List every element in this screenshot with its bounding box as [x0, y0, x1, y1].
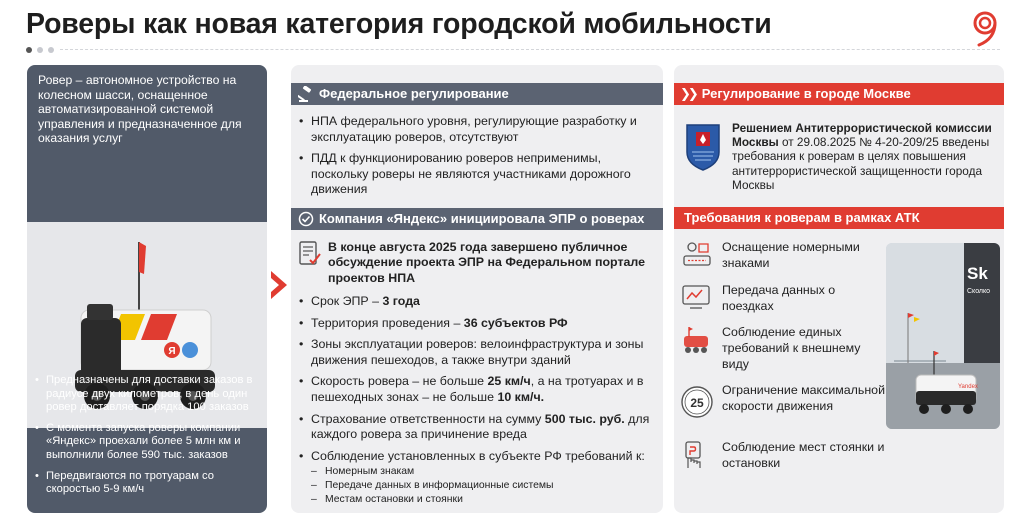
photo-sign-text: Sk — [967, 264, 988, 283]
list-item: • Зоны эксплуатации роверов: велоинфраструктура и зоны движения пешеходов, а также внутри зданий — [299, 337, 657, 368]
pager-dot[interactable] — [37, 47, 43, 53]
list-item: – Номерным знакам — [311, 465, 554, 479]
moscow-regulation-panel — [674, 65, 1004, 513]
data-transfer-icon — [680, 283, 714, 313]
gavel-icon — [295, 83, 317, 105]
moscow-rover-photo — [886, 243, 1000, 429]
moscow-header: ❯❯ Регулирование в городе Москве — [674, 83, 1004, 105]
list-item: • НПА федерального уровня, регулирующие разработку и эксплуатацию роверов, отсутствуют — [299, 114, 655, 145]
rover-appearance-icon — [680, 325, 714, 355]
photo-rover-brand: Yandex — [958, 384, 978, 390]
speed-limit-icon — [680, 383, 714, 421]
brand-logo-icon — [970, 10, 1002, 48]
license-plate-icon — [680, 240, 714, 270]
list-item: • Соблюдение установленных в субъекте РФ требований к: – Номерным знакам – Передаче данных в информационные системы – Местам остановки и стоянки — [299, 449, 657, 465]
list-item: • Срок ЭПР – 3 года — [299, 294, 657, 310]
document-check-icon — [297, 240, 323, 268]
list-item: – Передаче данных в информационные системы — [311, 479, 554, 493]
rover-definition-panel — [27, 65, 267, 513]
requirement-item: Оснащение номерными знаками — [674, 240, 887, 272]
epr-completed-note: В конце августа 2025 года завершено публичное обсуждение проекта ЭПР на Федеральном портале проектов НПА — [297, 240, 646, 286]
title-divider — [60, 49, 1000, 50]
slide-pager — [26, 47, 54, 53]
check-circle-icon — [295, 208, 317, 230]
federal-regulation-panel — [291, 65, 663, 513]
list-item: – Местам остановки и стоянки — [311, 493, 554, 507]
list-item: • Территория проведения – 36 субъектов РФ — [299, 316, 657, 332]
double-chevron-icon: ❯❯ — [680, 86, 696, 101]
pager-dot[interactable] — [26, 47, 32, 53]
atk-requirements-header: Требования к роверам в рамках АТК — [674, 207, 1004, 229]
requirement-item: 25 Ограничение максимальной скорости движения — [674, 383, 887, 421]
list-item: • Страхование ответственности на сумму 500 тыс. руб. для каждого ровера за причинение вреда — [299, 412, 657, 443]
pager-dot[interactable] — [48, 47, 54, 53]
list-item: • Скорость ровера – не больше 25 км/ч, а на тротуарах и в пешеходных зонах – не больше 10 км/ч. — [299, 374, 657, 405]
list-item: • Передвигаются по тротуарам со скоростью 5-9 км/ч — [35, 470, 265, 497]
rover-brand-label: Я — [168, 346, 176, 357]
speed-limit-value: 25 — [690, 396, 704, 410]
parking-hand-icon — [680, 440, 714, 470]
list-item: • Предназначены для доставки заказов в радиусе двух километров, в день один ровер доставляет порядка 100 заказов — [35, 374, 265, 415]
list-item: • С момента запуска роверы компании «Яндекс» проехали более 5 млн км и выполнили более 590 тыс. заказов — [35, 422, 265, 463]
rover-definition-text: Ровер – автономное устройство на колесном шасси, оснащенное автоматизированной системой управления и предназначенное для оказания услуг — [38, 73, 242, 146]
atk-decree-text: Решением Антитеррористической комиссии Москвы от 29.08.2025 № 4-20-209/25 введены требования к роверам в целях повышения антитеррористической защищенности города Москвы — [732, 121, 992, 192]
moscow-emblem-shield-icon — [684, 122, 722, 172]
federal-bullets — [299, 114, 655, 198]
federal-header: Федеральное регулирование — [291, 83, 663, 105]
page-title: Роверы как новая категория городской мобильности — [26, 8, 772, 40]
epr-header: Компания «Яндекс» инициировала ЭПР о роверах — [291, 208, 663, 230]
requirement-item: Передача данных о поездках — [674, 283, 887, 315]
rover-facts-list — [35, 374, 265, 504]
chevron-right-icon — [268, 268, 290, 302]
compliance-sublist — [311, 465, 554, 506]
epr-bullets — [299, 294, 657, 505]
requirement-item: Соблюдение мест стоянки и остановки — [674, 440, 887, 472]
requirement-item: Соблюдение единых требований к внешнему виду — [674, 325, 887, 372]
list-item: • ПДД к функционированию роверов неприменимы, поскольку роверы не являются участниками дорожного движения — [299, 151, 655, 198]
photo-sign-subtext: Сколко — [967, 288, 991, 295]
